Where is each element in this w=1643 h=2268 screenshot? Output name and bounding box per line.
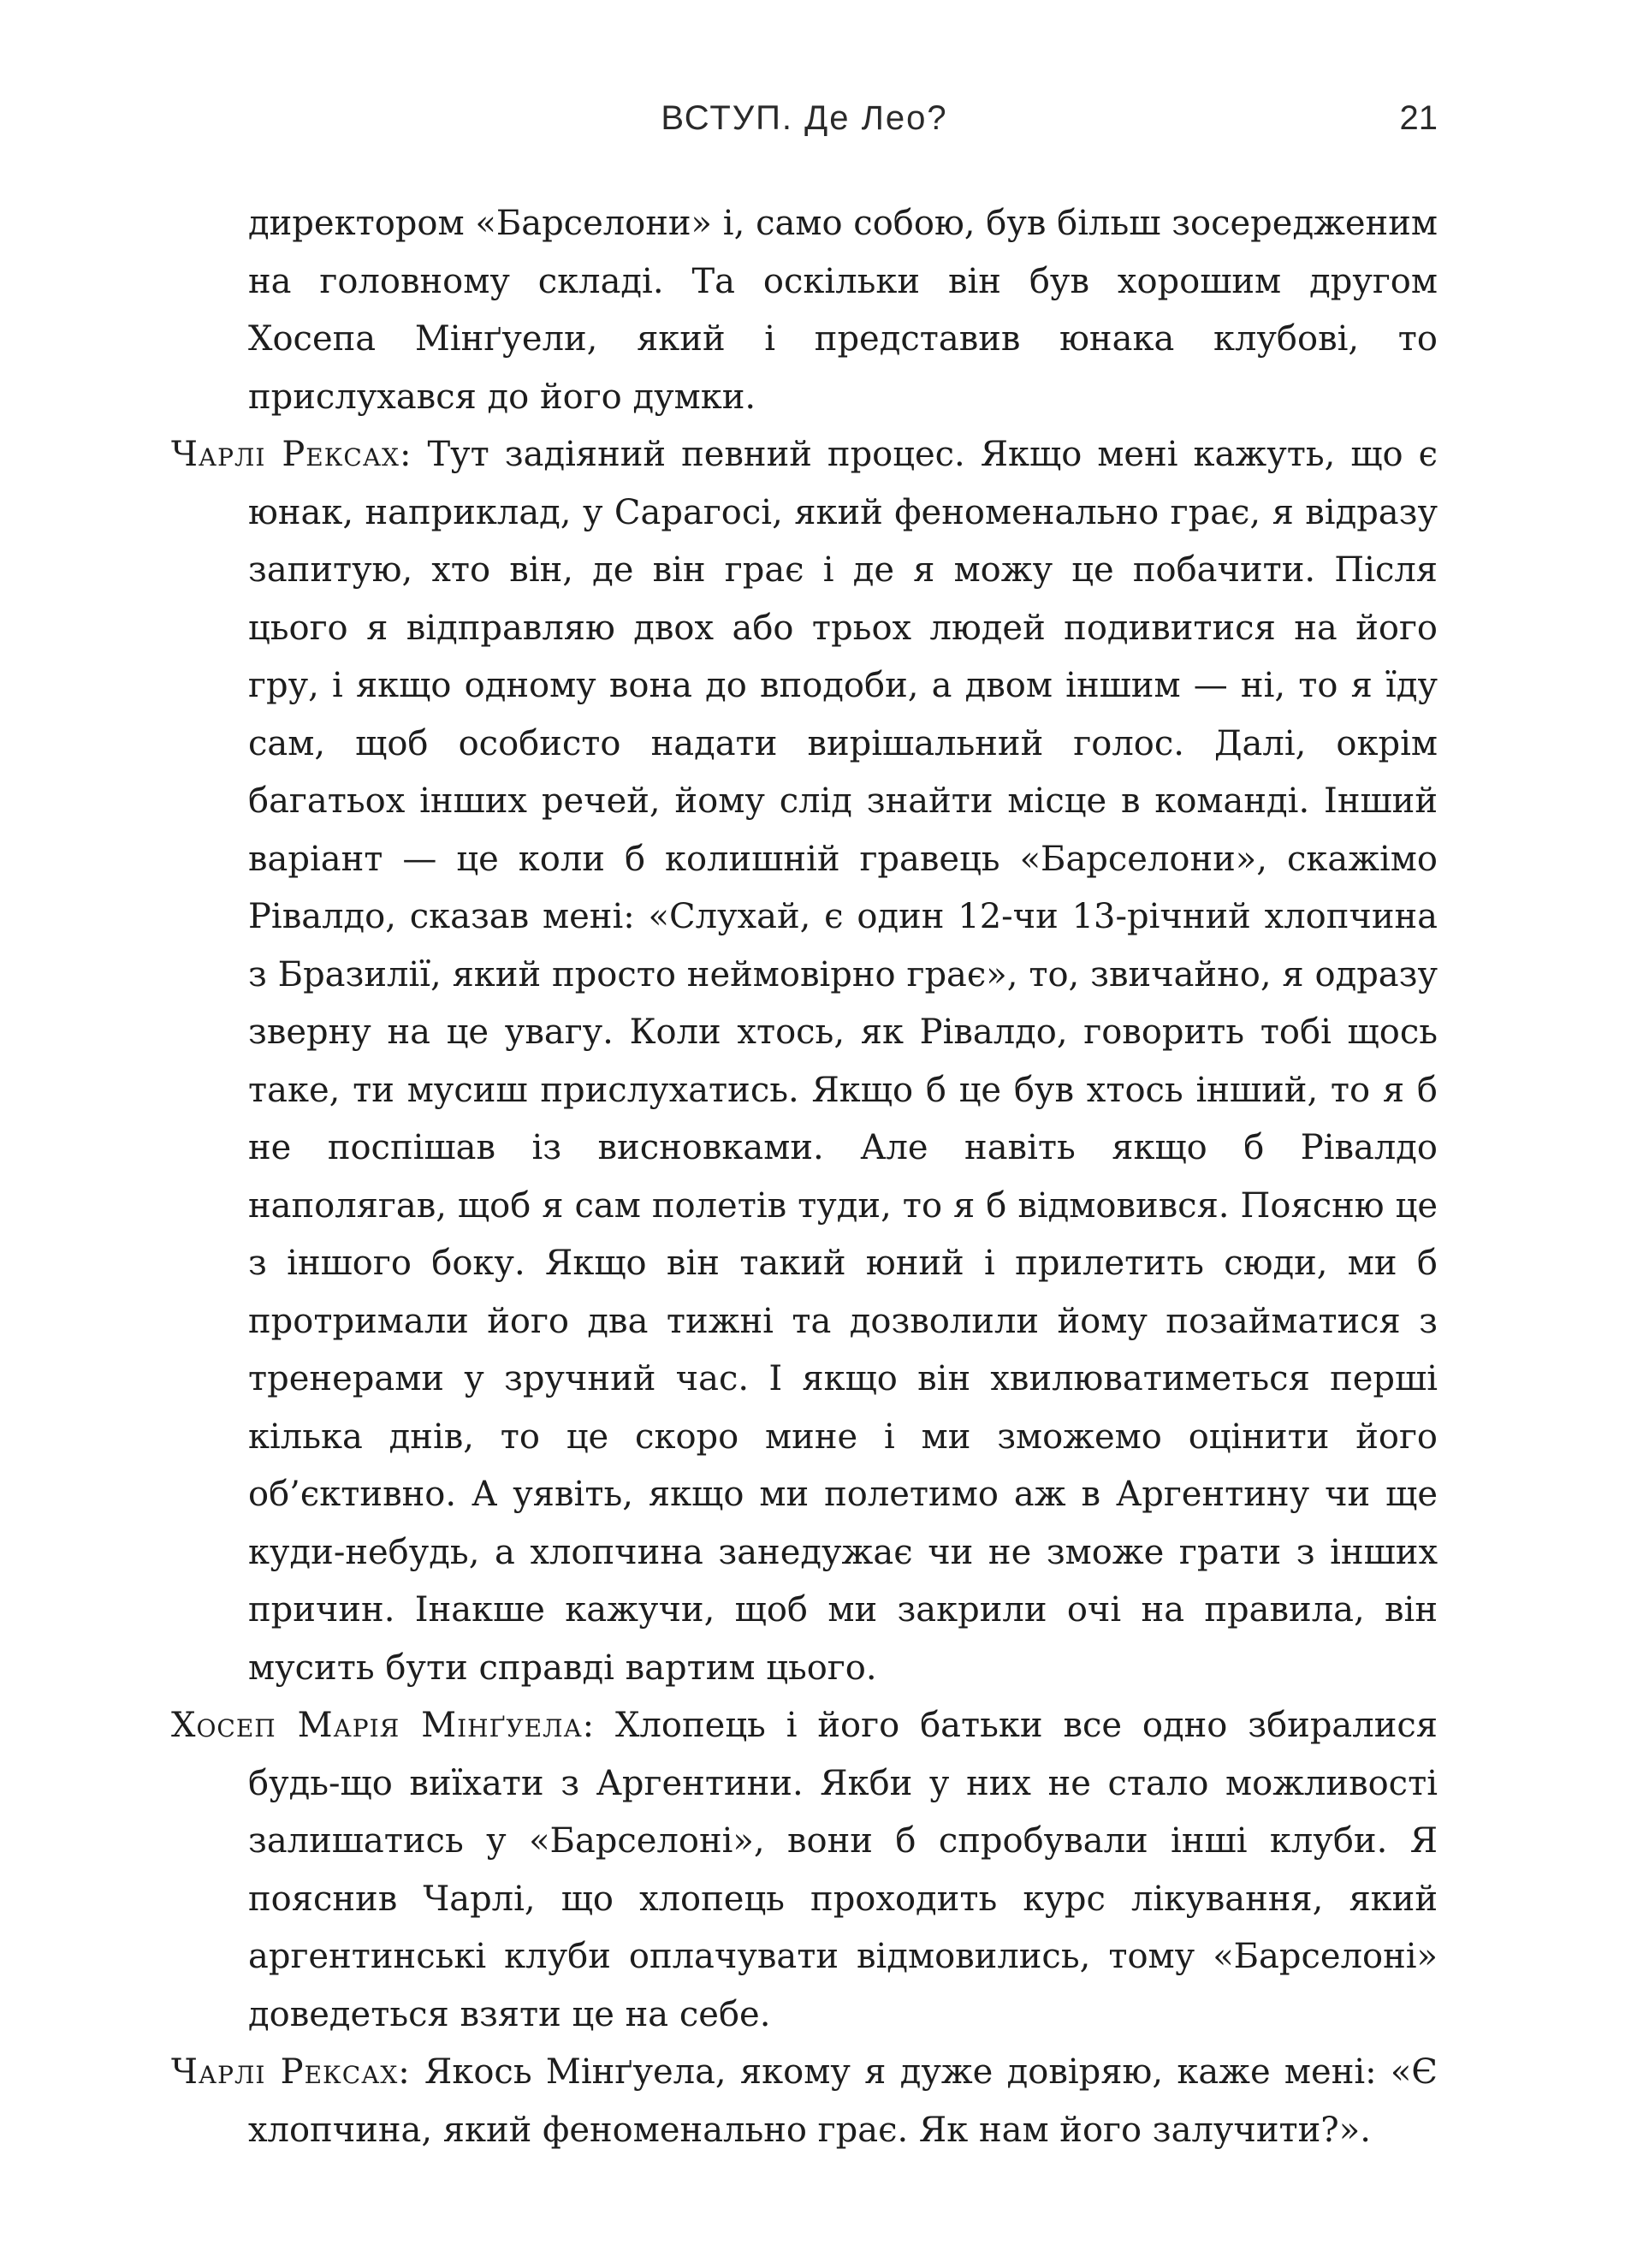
paragraph-continuation <box>171 195 1438 426</box>
speaker-name: Хосеп Марія Мінґуела: <box>171 1706 596 1745</box>
paragraph-text: директором «Барселони» і, само собою, був більш зосередженим на головному складі. Та оскільки він був хорошим другом Хосепа Мінґуели, який і представив юнака клубові, то прислухався до його думки. <box>248 204 1438 417</box>
paragraph-reixach-2 <box>171 2044 1438 2159</box>
speaker-name: Чарлі Рексах: <box>171 435 412 474</box>
paragraph-minguella <box>171 1697 1438 2044</box>
running-head: ВСТУП. Де Лео? <box>661 99 948 137</box>
body-text <box>171 195 1438 2159</box>
page-header <box>171 92 1438 144</box>
paragraph-text: Тут задіяний певний процес. Якщо мені кажуть, що є юнак, наприклад, у Сарагосі, який феноменально грає, я відразу запитую, хто він, де він грає і де я можу це побачити. Після цього я відправляю двох або трьох людей подивитися на його гру, і якщо одному вона до вподоби, а двом іншим — ні, то я їду сам, щоб особисто надати вирішальний голос. Далі, окрім багатьох інших речей, йому слід знайти місце в команді. Інший варіант — це коли б колишній гравець «Барселони», скажімо Рівалдо, сказав мені: «Слухай, є один 12-чи 13-річний хлопчина з Бразилії, який просто неймовірно грає», то, звичайно, я одразу зверну на це увагу. Коли хтось, як Рівалдо, говорить тобі щось таке, ти мусиш прислухатись. Якщо б це був хтось інший, то я б не поспішав із висновками. Але навіть якщо б Рівалдо наполягав, щоб я сам полетів туди, то я б відмовився. Поясню це з іншого боку. Якщо він такий юний і прилетить сюди, ми б протримали його два тижні та дозволили йому позайматися з тренерами у зручний час. І якщо він хвилюватиметься перші кілька днів, то це скоро мине і ми зможемо оцінити його об’єктивно. А уявіть, якщо ми полетимо аж в Аргентину чи ще куди-небудь, а хлопчина занедужає чи не зможе грати з інших причин. Інакше кажучи, щоб ми закрили очі на правила, він мусить бути справді вартим цього. <box>248 435 1438 1688</box>
paragraph-text: Хлопець і його батьки все одно збиралися будь-що виїхати з Аргентини. Якби у них не стало можливості залишатись у «Барселоні», вони б спробували інші клуби. Я пояснив Чарлі, що хлопець проходить курс лікування, який аргентинські клуби оплачувати відмовились, тому «Барселоні» доведеться взяти це на себе. <box>248 1706 1438 2034</box>
paragraph-reixach-1 <box>171 426 1438 1697</box>
page-number: 21 <box>1399 99 1438 137</box>
speaker-name: Чарлі Рексах: <box>171 2052 411 2092</box>
paragraph-text: Якось Мінґуела, якому я дуже довіряю, каже мені: «Є хлопчина, який феноменально грає. Як нам його залучити?». <box>248 2052 1438 2150</box>
